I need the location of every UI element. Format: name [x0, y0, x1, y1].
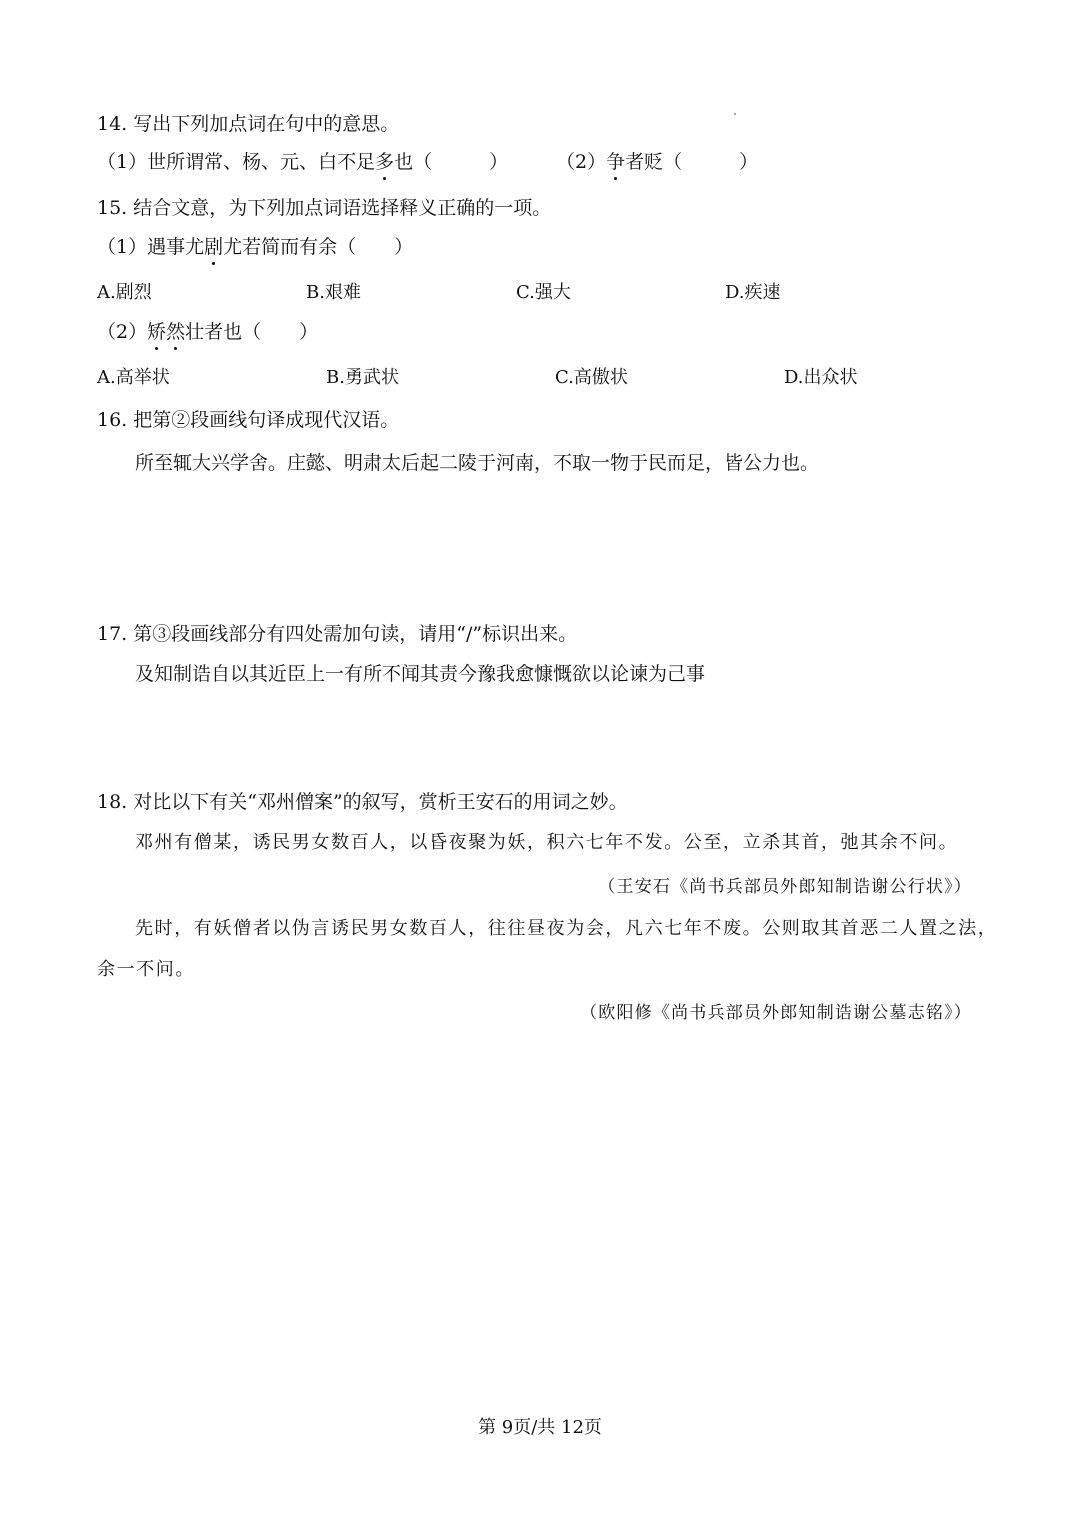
q15-sub-1-pre: 遇事尤: [147, 236, 205, 258]
q15-sub-1: [97, 235, 413, 259]
q15-sub-2-dotted-word-1: 矫: [147, 321, 167, 343]
q14-item-2-dotted-word: 争: [606, 151, 626, 173]
q18-passage-2-line-1: 先时，有妖僧者以伪言诱民男女数百人，往往昼夜为会，凡六七年不废。公则取其首恶二人置之法，: [135, 918, 998, 939]
q17-passage: 及知制诰自以其近臣上一有所不闻其责今豫我愈慷慨欲以论谏为己事: [135, 663, 706, 685]
q15-sub-1-option-a: A.剧烈: [97, 282, 152, 303]
q15-sub-2-option-c: C.高傲状: [555, 367, 628, 388]
q14-item-1: [97, 150, 508, 174]
q14-item-1-pre: 世所谓常、杨、元、白不足: [147, 151, 376, 173]
q15-sub-2-option-a: A.高举状: [97, 367, 170, 388]
q18-passage-2-line-2: 余一不问。: [97, 959, 195, 980]
q15-sub-2-option-d: D.出众状: [784, 367, 858, 388]
q14-item-2-label: （2）: [556, 151, 607, 173]
q15-sub-1-option-d: D.疾速: [725, 282, 781, 303]
q18-source-2: （欧阳修《尚书兵部员外郎知制诰谢公墓志铭》）: [580, 1003, 972, 1023]
q16-stem: 16. 把第②段画线句译成现代汉语。: [97, 409, 400, 431]
q17-stem: 17. 第③段画线部分有四处需加句读，请用“/”标识出来。: [97, 623, 578, 645]
q15-sub-2-dotted-word-2: 然: [166, 321, 186, 343]
scan-speck: [734, 113, 736, 115]
q14-stem: 14. 写出下列加点词在句中的意思。: [97, 113, 400, 135]
page-number: 第 9页/共 12页: [478, 1417, 602, 1438]
q18-source-1: （王安石《尚书兵部员外郎知制诰谢公行状》）: [598, 877, 972, 897]
q16-sentence: 所至辄大兴学舍。庄懿、明肃太后起二陵于河南，不取一物于民而足，皆公力也。: [135, 452, 820, 474]
q15-sub-1-label: （1）: [97, 236, 148, 258]
q14-item-2: [556, 150, 758, 174]
q15-stem: 15. 结合文意，为下列加点词语选择释义正确的一项。: [97, 197, 552, 219]
q18-passage-1: 邓州有僧某，诱民男女数百人，以昏夜聚为妖，积六七年不发。公至，立杀其首，弛其余不问。: [135, 832, 959, 853]
q14-item-1-label: （1）: [97, 151, 148, 173]
q14-item-2-post: 者贬（ ）: [625, 151, 759, 173]
q15-sub-1-dotted-word: 剧: [204, 236, 224, 258]
q15-sub-2-option-b: B.勇武状: [326, 367, 399, 388]
q18-stem: 18. 对比以下有关“邓州僧案”的叙写，赏析王安石的用词之妙。: [97, 791, 628, 813]
q15-sub-1-option-b: B.艰难: [306, 282, 361, 303]
q15-sub-2-post: 壮者也（ ）: [185, 321, 319, 343]
q15-sub-1-post: 尤若简而有余（ ）: [223, 236, 414, 258]
q15-sub-2-label: （2）: [97, 321, 148, 343]
q14-item-1-dotted-word: 多: [375, 151, 395, 173]
q15-sub-2: [97, 320, 318, 344]
q14-item-1-post: 也（ ）: [394, 151, 509, 173]
q15-sub-1-option-c: C.强大: [516, 282, 571, 303]
